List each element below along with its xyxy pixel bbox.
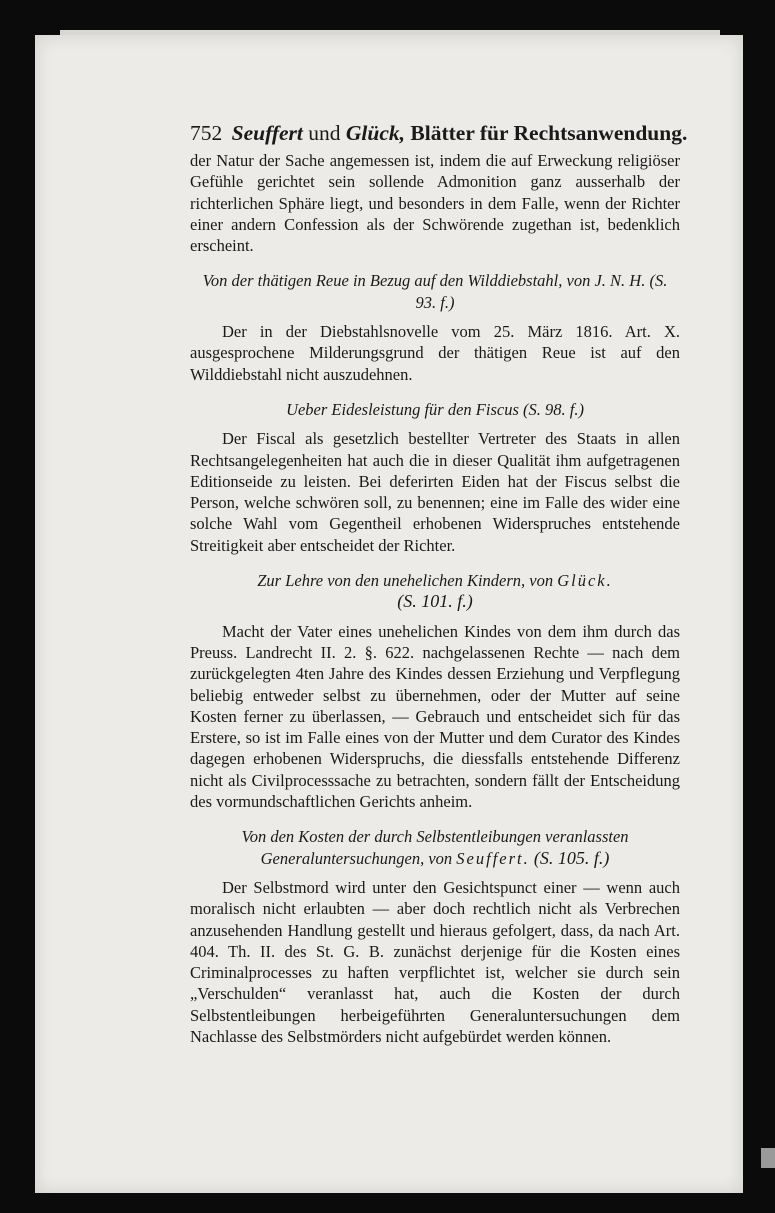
page-text: [190, 120, 688, 1047]
section-body-eidesleistung: Der Fiscal als gesetzlich bestellter Vertreter des Staats in allen Rechtsangelegenheiten hat auch die in dieser Qualität ihm aufgetragenen Editionseide zu leisten. Bei deferirten Eiden hat der Fiscus selbst die Person, welche schwören soll, zu benennen; eine im Falle des wider eine solche Wahl vom Gegentheil erhobenen Widerspruches entstehende Streitigkeit aber entscheidet der Richter.: [190, 429, 680, 555]
section-title-main: Zur Lehre von den unehelichen Kindern, von: [257, 571, 554, 591]
section-title-ref: (S. 105. f.): [533, 847, 610, 868]
header-title: Blätter für Rechtsanwendung.: [410, 121, 688, 145]
running-header: [190, 120, 688, 146]
section-body-kosten: Der Selbstmord wird unter den Gesichtspunct einer — wenn auch moralisch nicht erlaubten — aber doch rechtlich nicht als Verbrechen anzusehenden Handlung gestellt und hieraus gefolgert, dass, da nach Art. 404. Th. II. des St. G. B. zunächst derjenige für die Kosten eines Criminalprocesses zu haften verpflichtet ist, welcher sie durch sein „Verschulden“ veranlasst hat, auch die Kosten der durch Selbstentleibungen herbeigeführten Generaluntersuchungen dem Nachlasse des Selbstmörders nicht aufgebürdet werden können.: [190, 877, 680, 1046]
section-body-uneheliche-kinder: Macht der Vater eines unehelichen Kindes von dem ihm durch das Preuss. Landrecht II. 2. §. 622. nachgelassenen Rechte — nach dem zurückgelegten 4ten Jahre des Kindes dessen Erziehung und Verpflegung beliebig entweder selbst zu übernehmen, oder der Mutter auf seine Kosten ferner zu überlassen, — Gebrauch und entscheidet sich für das Erstere, so ist im Falle eines von der Mutter und dem Curator des Kindes dagegen erhobenen Widerspruchs, die diessfalls entstehende Differenz nicht als Civilprocesssache zu betrachten, sondern fällt der Entscheidung des vormundschaftlichen Gerichts anheim.: [190, 621, 680, 812]
scan-edge-mark: [761, 1148, 775, 1168]
header-connector: und: [308, 121, 341, 145]
section-title-uneheliche-kinder: [190, 570, 680, 613]
section-title-eidesleistung: Ueber Eidesleistung für den Fiscus (S. 98. f.): [286, 399, 584, 419]
section-title-wilddiebstahl: Von der thätigen Reue in Bezug auf den Wilddiebstahl, von J. N. H. (S. 93. f.): [202, 271, 668, 312]
section-title-main: Von den Kosten der durch Selbstentleibungen veranlassten Generaluntersuchungen, von: [241, 827, 629, 868]
section-body-wilddiebstahl: Der in der Diebstahlsnovelle vom 25. März 1816. Art. X. ausgesprochene Milderungsgrund der thätigen Reue ist auf den Wilddiebstahl nicht auszudehnen.: [190, 322, 680, 384]
header-author-1: Seuffert: [231, 121, 303, 145]
section-title-author: Glück.: [557, 571, 613, 591]
section-title-ref: (S. 101. f.): [397, 591, 473, 612]
intro-paragraph: der Natur der Sache angemessen ist, indem die auf Erweckung religiöser Gefühle gerichtet sein sollende Admonition ganz ausserhalb der richterlichen Sphäre liegt, und besonders in dem Falle, wenn der Richter einer andern Confession als der Schwörende zugethan ist, bedenklich erscheint.: [190, 151, 680, 256]
section-title-author: Seuffert.: [456, 848, 530, 868]
page-number: 752: [190, 121, 223, 145]
section-title-kosten: [190, 826, 680, 869]
header-author-2: Glück,: [345, 121, 406, 145]
